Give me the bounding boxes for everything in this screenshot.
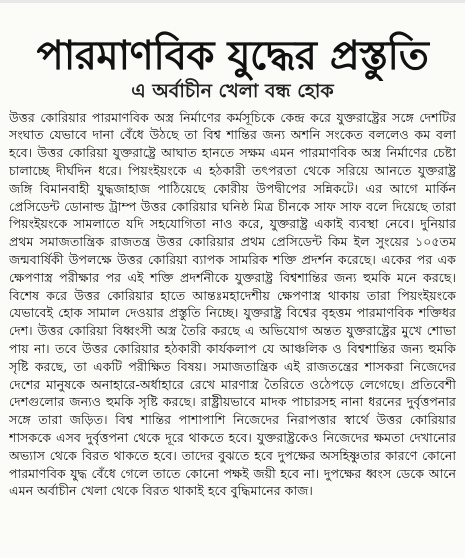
clipping-top-edge xyxy=(0,0,465,3)
subheadline: এ অর্বাচীন খেলা বন্ধ হোক xyxy=(131,79,334,102)
headline: পারমাণবিক যুদ্ধের প্রস্তুতি xyxy=(36,32,429,79)
article-body: উত্তর কোরিয়ার পারমাণবিক অস্ত্র নির্মাণের কর্মসূচিকে কেন্দ্র করে যুক্তরাষ্ট্রের সঙ্গে দেশটির সংঘাত যেভাবে দানা বেঁধে উঠছে তা বিশ্ব শান্তির জন্য অশনি সংকেত বললেও কম বলা হবে। উত্তর কোরিয়া যুক্তরাষ্ট্রে আঘাত হানতে সক্ষম এমন পারমাণবিক অস্ত্র নির্মাণের চেষ্টা চালাচ্ছে দীর্ঘদিন ধরে। পিয়ংইয়ংকে এ হঠকারী তৎপরতা থেকে সরিয়ে আনতে যুক্তরাষ্ট্র জঙ্গি বিমানবাহী যুদ্ধজাহাজ পাঠিয়েছে কোরীয় উপদ্বীপের সন্নিকটে। এর আগে মার্কিন প্রেসিডেন্ট ডোনাল্ড ট্রাম্প উত্তর কোরিয়ার ঘনিষ্ঠ মিত্র চীনকে সাফ সাফ বলে দিয়েছে তারা পিয়ংইয়ংকে সামলাতে যদি সহযোগিতা নাও করে, যুক্তরাষ্ট্র একাই ব্যবস্থা নেবে। দুনিয়ার প্রথম সমাজতান্ত্রিক রাজতন্ত্র উত্তর কোরিয়ার প্রথম প্রেসিডেন্ট কিম ইল সুংয়ের ১০৫তম জন্মবার্ষিকী উপলক্ষে উত্তর কোরিয়া ব্যাপক সামরিক শক্তি প্রদর্শন করেছে। একের পর এক ক্ষেপণাস্ত্র পরীক্ষার পর এই শক্তি প্রদর্শনীকে যুক্তরাষ্ট্র বিশ্বশান্তির জন্য হুমকি মনে করছে। বিশেষ করে উত্তর কোরিয়ার হাতে আন্তঃমহাদেশীয় ক্ষেপণাস্ত্র থাকায় তারা পিয়ংইয়ংকে যেভাবেই হোক সামাল দেওয়ার প্রস্তুতি নিচ্ছে। যুক্তরাষ্ট্র বিশ্বের বৃহত্তম পারমাণবিক শক্তিধর দেশ। উত্তর কোরিয়া বিধ্বংসী অস্ত্র তৈরি করছে এ অভিযোগ অন্তত যুক্তরাষ্ট্রের মুখে শোভা পায় না। তবে উত্তর কোরিয়ার হঠকারী কার্যকলাপ যে আঞ্চলিক ও বিশ্বশান্তির জন্য হুমকি সৃষ্টি করছে, তা একটি পরীক্ষিত বিষয়। সমাজতান্ত্রিক এই রাজতন্ত্রের শাসকরা নিজেদের দেশের মানুষকে অনাহারে-অর্ধাহারে রেখে মারণাস্ত্র তৈরিতে ওঠেপড়ে লেগেছে। প্রতিবেশী দেশগুলোর জন্যও হুমকি সৃষ্টি করছে। রাষ্ট্রীয়ভাবে মাদক পাচারসহ নানা ধরনের দুর্বৃত্তপনার সঙ্গে তারা জড়িত। বিশ্ব শান্তির পাশাপাশি নিজেদের নিরাপত্তার স্বার্থে উত্তর কোরিয়ার শাসককে এসব দুর্বৃত্তপনা থেকে দূরে থাকতে হবে। যুক্তরাষ্ট্রকেও নিজেদের ক্ষমতা দেখানোর অভ্যাস থেকে বিরত থাকতে হবে। তাদের বুঝতে হবে দুপক্ষের অসহিষ্ণুতার কারণে কোনো পারমাণবিক যুদ্ধ বেঁধে গেলে তাতে কোনো পক্ষই জয়ী হবে না। দুপক্ষের ধ্বংস ডেকে আনে এমন অর্বাচীন খেলা থেকে বিরত থাকাই হবে বুদ্ধিমানের কাজ। xyxy=(9,109,456,499)
